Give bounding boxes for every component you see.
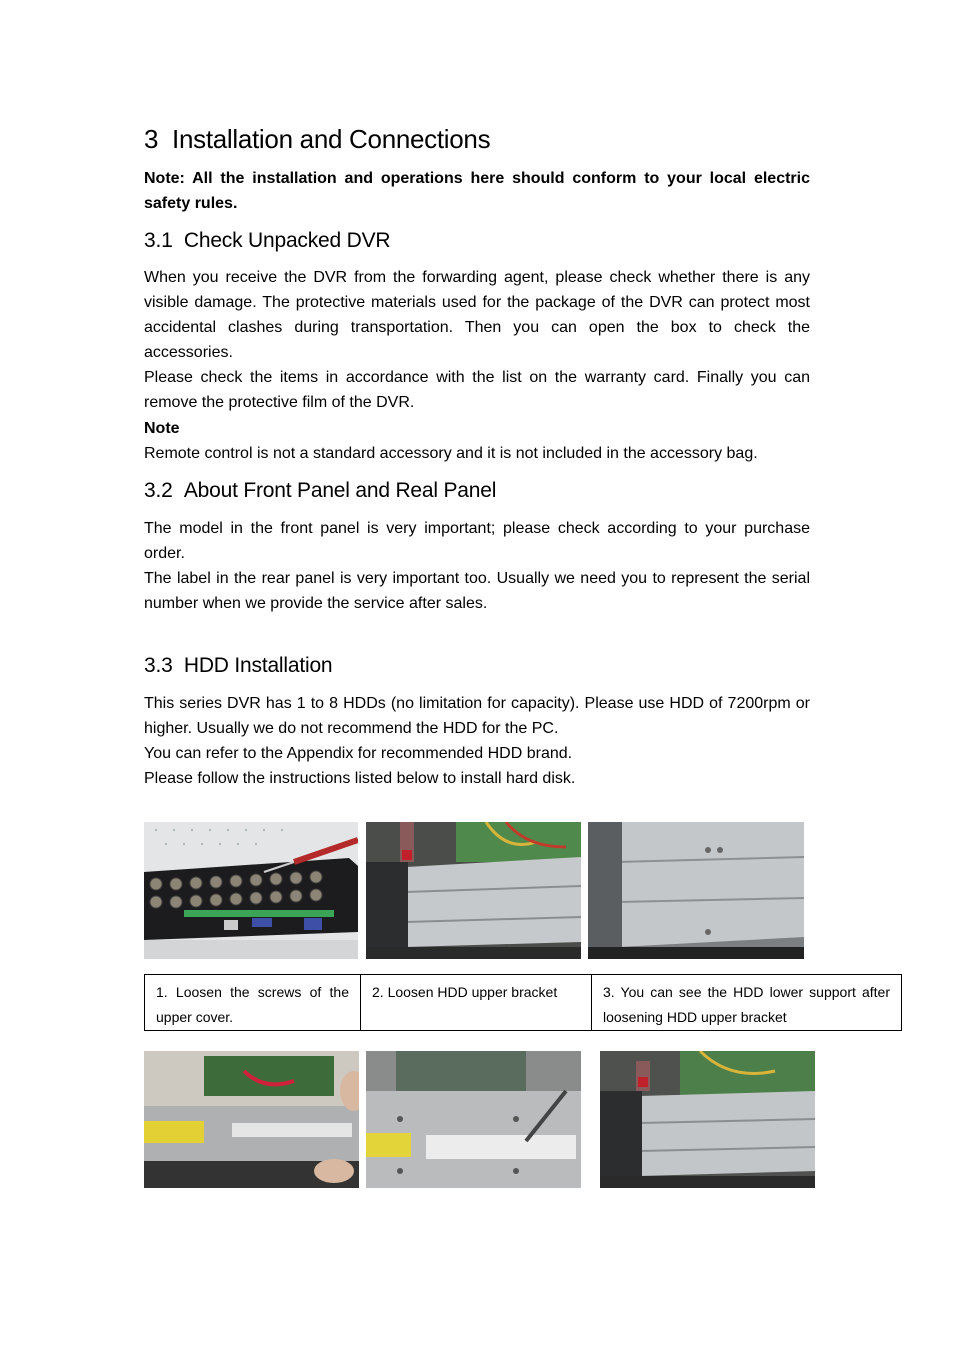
photo-step-5-hdd-screws: [366, 1051, 581, 1188]
chapter-number: 3: [144, 124, 159, 154]
section-3-3-paragraph-1: This series DVR has 1 to 8 HDDs (no limitation for capacity). Please use HDD of 7200rpm or higher. Usually we do not recommend the HDD for the PC.: [144, 695, 810, 737]
chapter-heading: [144, 124, 490, 155]
chapter-note: Note: All the installation and operations here should conform to your local electric safety rules.: [144, 170, 810, 212]
section-3-2-paragraph-2: The label in the rear panel is very important too. Usually we need you to represent the serial number when we provide the service after sales.: [144, 570, 810, 612]
section-3-1-paragraph-1: When you receive the DVR from the forwarding agent, please check whether there is any visible damage. The protective materials used for the package of the DVR can protect most accidental clashes during transportation. Then you can open the box to check the accessories.: [144, 269, 810, 361]
section-title: HDD Installation: [183, 654, 333, 677]
section-number: 3.3: [144, 654, 173, 677]
caption-step-3: 3. You can see the HDD lower support after loosening HDD upper bracket: [592, 975, 902, 1031]
caption-step-2: 2. Loosen HDD upper bracket: [361, 975, 592, 1031]
section-number: 3.2: [144, 479, 173, 502]
note-label: Note: [144, 420, 180, 437]
photo-step-6-replace-bracket: [600, 1051, 815, 1188]
note-text: Remote control is not a standard accessory and it is not included in the accessory bag.: [144, 445, 758, 462]
section-heading-3-1: [144, 229, 390, 253]
section-heading-3-3: [144, 654, 332, 678]
section-3-3-paragraph-2: You can refer to the Appendix for recommended HDD brand.: [144, 745, 573, 762]
step-caption-table: [144, 974, 902, 1031]
photo-step-2-upper-bracket: [366, 822, 581, 959]
section-title: About Front Panel and Real Panel: [183, 479, 497, 502]
section-title: Check Unpacked DVR: [183, 229, 391, 252]
photo-step-3-lower-support: [588, 822, 804, 959]
photo-step-4-sata-cable: [144, 1051, 359, 1188]
section-3-2-paragraph-1: The model in the front panel is very important; please check according to your purchase order.: [144, 520, 810, 562]
chapter-title: Installation and Connections: [172, 124, 491, 154]
section-3-3-paragraph-3: Please follow the instructions listed below to install hard disk.: [144, 770, 576, 787]
photo-step-1-rear-panel: [144, 822, 358, 959]
section-heading-3-2: [144, 479, 496, 503]
section-number: 3.1: [144, 229, 173, 252]
caption-step-1: 1. Loosen the screws of the upper cover.: [145, 975, 361, 1031]
section-3-1-paragraph-2: Please check the items in accordance with the list on the warranty card. Finally you can remove the protective film of the DVR.: [144, 369, 810, 411]
